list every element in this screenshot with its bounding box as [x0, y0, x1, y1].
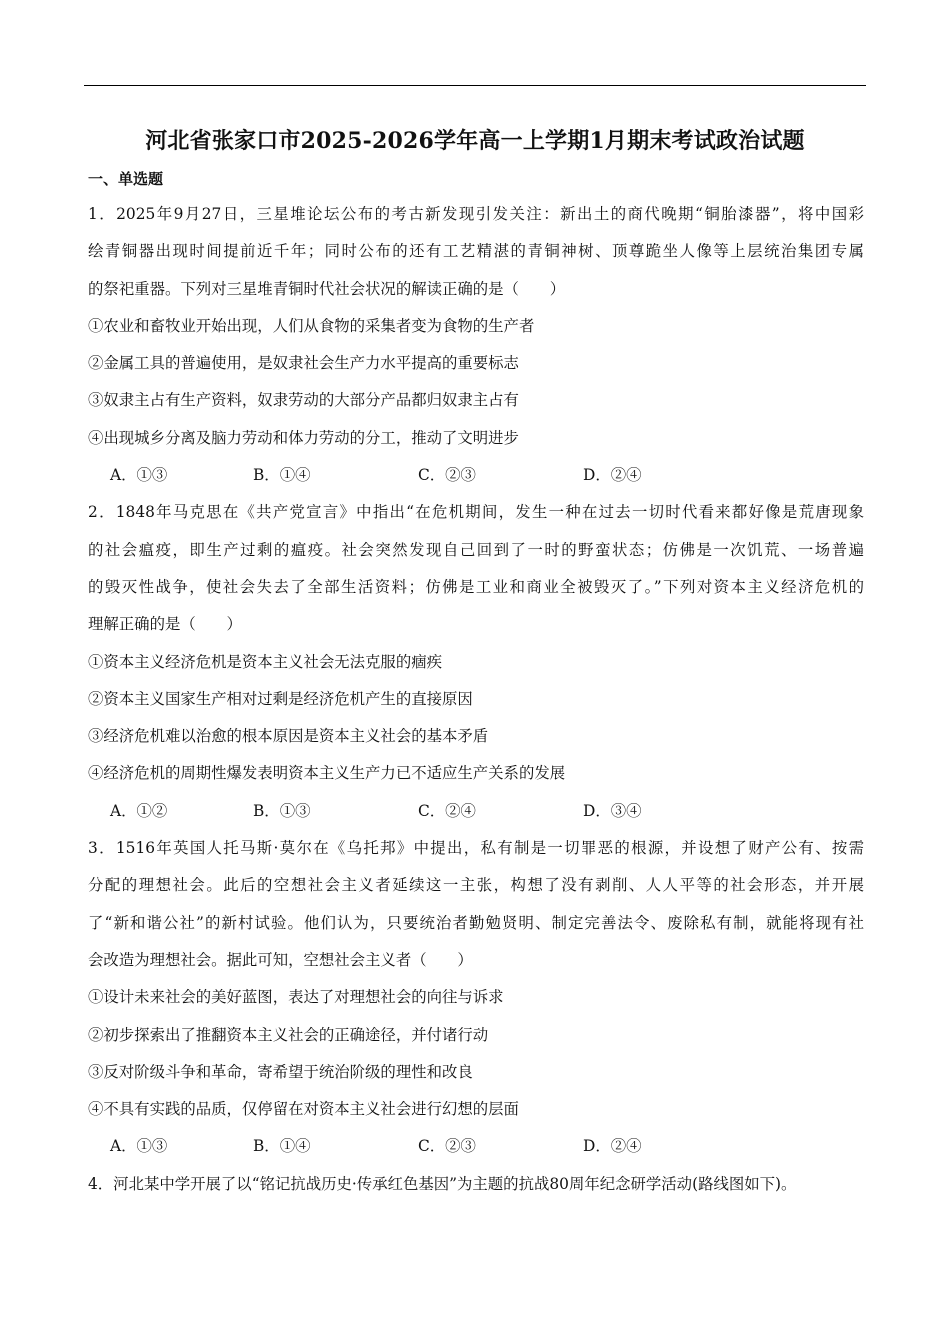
question-stem-line: 会改造为理想社会。据此可知，空想社会主义者（ ） [88, 950, 473, 969]
option-b[interactable]: B．①④ [253, 1137, 311, 1156]
question-3 [88, 833, 864, 1169]
statement-item: ①资本主义经济危机是资本主义社会无法克服的痼疾 [88, 652, 442, 671]
question-4 [88, 1169, 864, 1206]
option-d[interactable]: D．③④ [583, 801, 642, 820]
question-1 [88, 199, 864, 497]
question-stem-line: 的祭祀重器。下列对三星堆青铜时代社会状况的解读正确的是（ ） [88, 279, 566, 298]
question-stem-line: 4．河北某中学开展了以“铭记抗战历史·传承红色基因”为主题的抗战80周年纪念研学活动(路线图如下)。 [88, 1174, 797, 1193]
question-stem-line: 2．1848年马克思在《共产党宣言》中指出“在危机期间，发生一种在过去一切时代看来都好像是荒唐现象 [88, 503, 864, 522]
option-c[interactable]: C．②③ [418, 1137, 476, 1156]
answer-options [88, 460, 864, 497]
answer-options [88, 796, 864, 833]
option-a[interactable]: A．①③ [110, 1137, 168, 1156]
section-heading: 一、单选题 [88, 170, 164, 188]
header-rule [84, 85, 866, 86]
question-stem-line: 了“新和谐公社”的新村试验。他们认为，只要统治者勤勉贤明、制定完善法令、废除私有制，就能将现有社 [88, 913, 864, 932]
question-list [88, 199, 864, 1206]
option-c[interactable]: C．②④ [418, 801, 476, 820]
statement-item: ②资本主义国家生产相对过剩是经济危机产生的直接原因 [88, 689, 473, 708]
question-stem-line: 理解正确的是（ ） [88, 615, 242, 634]
statement-item: ③反对阶级斗争和革命，寄希望于统治阶级的理性和改良 [88, 1062, 473, 1081]
statement-item: ④出现城乡分离及脑力劳动和体力劳动的分工，推动了文明进步 [88, 428, 519, 447]
page-title: 河北省张家口市2025-2026学年高一上学期1月期末考试政治试题 [145, 128, 805, 154]
statement-item: ②初步探索出了推翻资本主义社会的正确途径，并付诸行动 [88, 1025, 489, 1044]
question-stem-line: 绘青铜器出现时间提前近千年；同时公布的还有工艺精湛的青铜神树、顶尊跪坐人像等上层统治集团专属 [88, 242, 864, 261]
statement-item: ②金属工具的普遍使用，是奴隶社会生产力水平提高的重要标志 [88, 354, 519, 373]
question-stem-line: 分配的理想社会。此后的空想社会主义者延续这一主张，构想了没有剥削、人人平等的社会形态，并开展 [88, 876, 864, 895]
statement-item: ④经济危机的周期性爆发表明资本主义生产力已不适应生产关系的发展 [88, 764, 566, 783]
statement-item: ④不具有实践的品质，仅停留在对资本主义社会进行幻想的层面 [88, 1100, 519, 1119]
question-stem-line: 1．2025年9月27日，三星堆论坛公布的考古新发现引发关注：新出土的商代晚期“铜胎漆器”，将中国彩 [88, 205, 864, 223]
statement-item: ①农业和畜牧业开始出现，人们从食物的采集者变为食物的生产者 [88, 316, 535, 335]
statement-item: ①设计未来社会的美好蓝图，表达了对理想社会的向往与诉求 [88, 988, 504, 1007]
question-stem-line: 的社会瘟疫，即生产过剩的瘟疫。社会突然发现自己回到了一时的野蛮状态；仿佛是一次饥荒、一场普遍 [88, 540, 864, 559]
option-b[interactable]: B．①③ [253, 801, 311, 820]
option-a[interactable]: A．①② [110, 801, 168, 820]
answer-options [88, 1131, 864, 1168]
question-2 [88, 497, 864, 833]
statement-item: ③奴隶主占有生产资料，奴隶劳动的大部分产品都归奴隶主占有 [88, 391, 519, 410]
option-d[interactable]: D．②④ [583, 1137, 642, 1156]
statement-item: ③经济危机难以治愈的根本原因是资本主义社会的基本矛盾 [88, 727, 489, 746]
question-stem-line: 3．1516年英国人托马斯·莫尔在《乌托邦》中提出，私有制是一切罪恶的根源，并设想了财产公有、按需 [88, 839, 864, 858]
question-stem-line: 的毁灭性战争，使社会失去了全部生活资料；仿佛是工业和商业全被毁灭了。”下列对资本主义经济危机的 [88, 577, 864, 596]
option-a[interactable]: A．①③ [110, 466, 168, 485]
option-b[interactable]: B．①④ [253, 466, 311, 485]
option-c[interactable]: C．②③ [418, 466, 476, 485]
option-d[interactable]: D．②④ [583, 466, 642, 485]
